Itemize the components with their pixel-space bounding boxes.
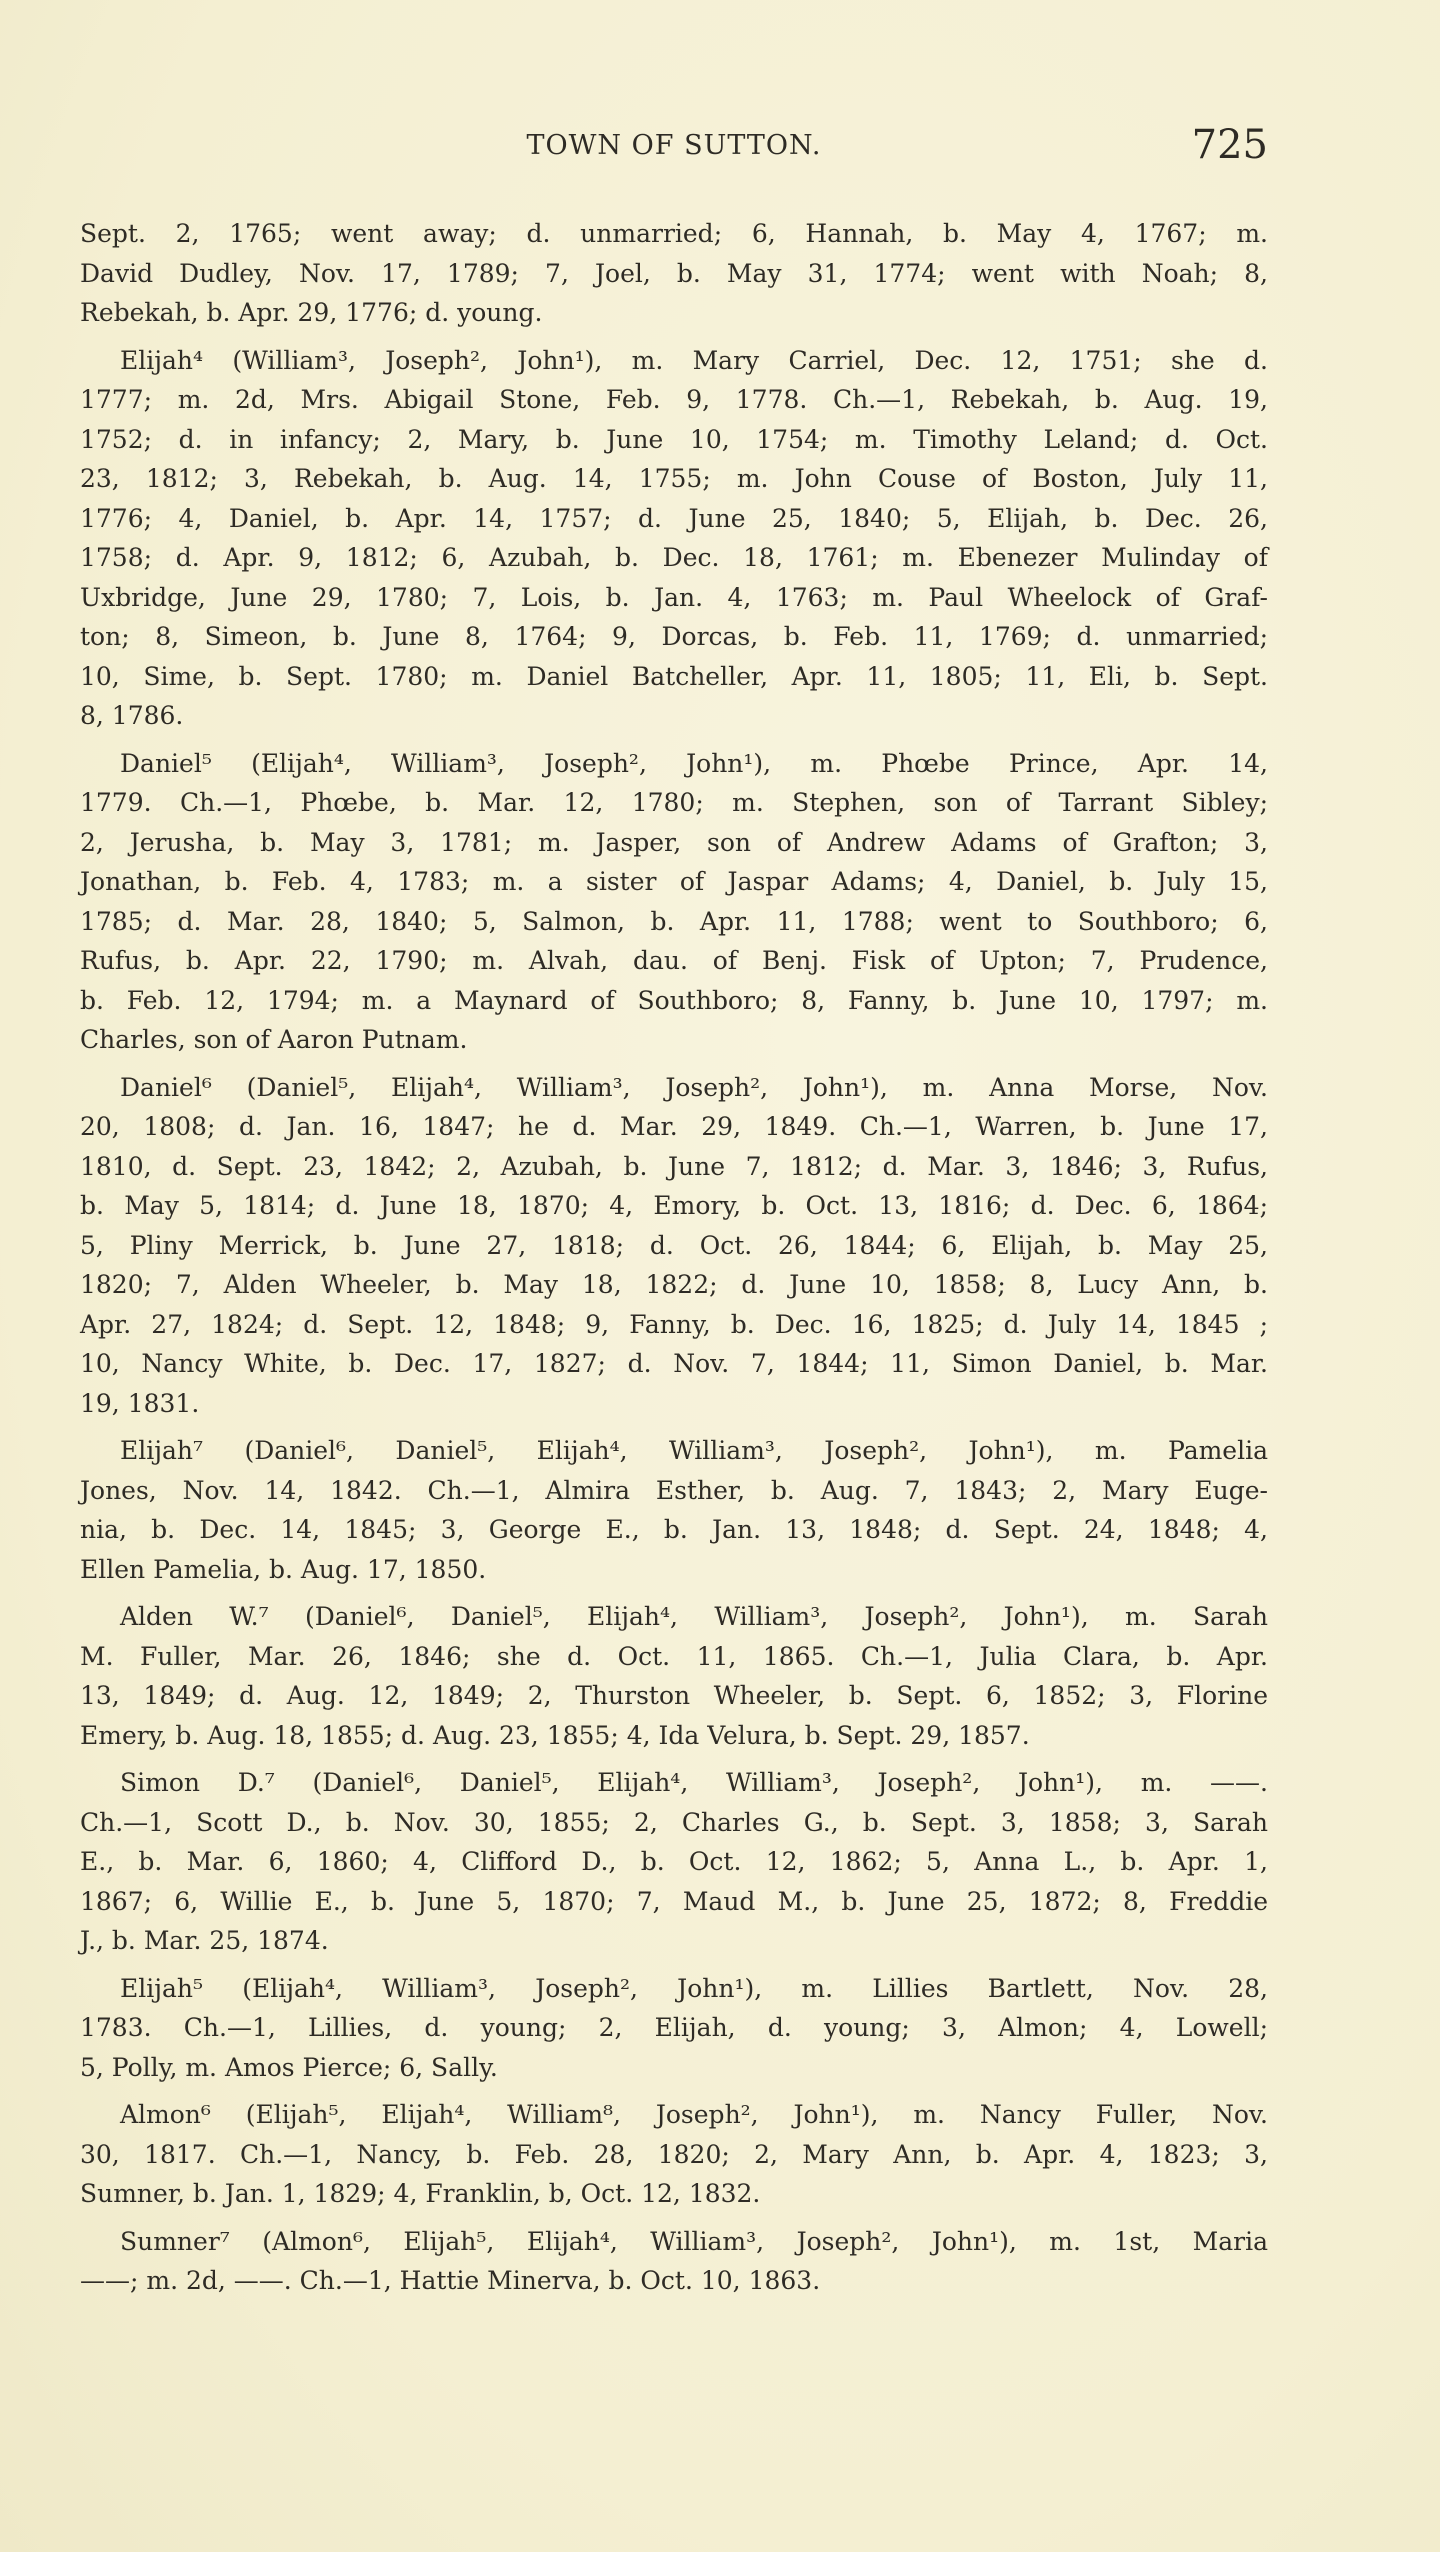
running-head [80, 122, 1268, 168]
genealogy-entry [80, 2222, 1268, 2301]
text-line: E., b. Mar. 6, 1860; 4, Clifford D., b. Oct. 12, 1862; 5, Anna L., b. Apr. 1, [80, 1847, 1268, 1876]
text-line: b. Feb. 12, 1794; m. a Maynard of Southboro; 8, Fanny, b. June 10, 1797; m. [80, 985, 1268, 1015]
page-title: TOWN OF SUTTON. [526, 130, 822, 161]
text-line: Alden W.⁷ (Daniel⁶, Daniel⁵, Elijah⁴, William³, Joseph², John¹), m. Sarah [120, 1602, 1268, 1631]
page-number: 725 [1191, 122, 1268, 168]
genealogy-entry [80, 2095, 1268, 2214]
text-line: Daniel⁵ (Elijah⁴, William³, Joseph², John¹), m. Phœbe Prince, Apr. 14, [120, 748, 1268, 778]
text-line: 1810, d. Sept. 23, 1842; 2, Azubah, b. June 7, 1812; d. Mar. 3, 1846; 3, Rufus, [80, 1151, 1268, 1181]
text-line: 1758; d. Apr. 9, 1812; 6, Azubah, b. Dec. 18, 1761; m. Ebenezer Mulinday of [80, 543, 1268, 572]
text-line: J., b. Mar. 25, 1874. [80, 1926, 329, 1955]
genealogy-entry [80, 214, 1268, 333]
text-line: 13, 1849; d. Aug. 12, 1849; 2, Thurston Wheeler, b. Sept. 6, 1852; 3, Florine [80, 1681, 1268, 1710]
text-line: 1867; 6, Willie E., b. June 5, 1870; 7, Maud M., b. June 25, 1872; 8, Freddie [80, 1886, 1268, 1916]
text-line: 1776; 4, Daniel, b. Apr. 14, 1757; d. June 25, 1840; 5, Elijah, b. Dec. 26, [80, 503, 1268, 533]
text-line: 1785; d. Mar. 28, 1840; 5, Salmon, b. Apr. 11, 1788; went to Southboro; 6, [80, 906, 1268, 936]
genealogy-entry [80, 1969, 1268, 2088]
text-line: Simon D.⁷ (Daniel⁶, Daniel⁵, Elijah⁴, William³, Joseph², John¹), m. ——. [120, 1768, 1268, 1797]
text-line: Emery, b. Aug. 18, 1855; d. Aug. 23, 1855; 4, Ida Velura, b. Sept. 29, 1857. [80, 1720, 1030, 1750]
text-line: Apr. 27, 1824; d. Sept. 12, 1848; 9, Fanny, b. Dec. 16, 1825; d. July 14, 1845 ; [80, 1309, 1268, 1339]
text-line: Sept. 2, 1765; went away; d. unmarried; 6, Hannah, b. May 4, 1767; m. [80, 219, 1268, 248]
text-line: Jones, Nov. 14, 1842. Ch.—1, Almira Esther, b. Aug. 7, 1843; 2, Mary Euge- [80, 1475, 1268, 1505]
text-line: 1783. Ch.—1, Lillies, d. young; 2, Elijah, d. young; 3, Almon; 4, Lowell; [80, 2013, 1268, 2042]
text-line: 23, 1812; 3, Rebekah, b. Aug. 14, 1755; m. John Couse of Boston, July 11, [80, 464, 1268, 493]
text-line: 30, 1817. Ch.—1, Nancy, b. Feb. 28, 1820; 2, Mary Ann, b. Apr. 4, 1823; 3, [80, 2139, 1268, 2169]
text-line: David Dudley, Nov. 17, 1789; 7, Joel, b. May 31, 1774; went with Noah; 8, [80, 258, 1268, 288]
genealogy-entry [80, 1763, 1268, 1961]
text-line: Elijah⁵ (Elijah⁴, William³, Joseph², John¹), m. Lillies Bartlett, Nov. 28, [120, 1973, 1268, 2003]
text-line: 1752; d. in infancy; 2, Mary, b. June 10, 1754; m. Timothy Leland; d. Oct. [80, 424, 1268, 454]
text-line: ——; m. 2d, ——. Ch.—1, Hattie Minerva, b. Oct. 10, 1863. [80, 2266, 821, 2295]
text-line: 19, 1831. [80, 1388, 200, 1418]
text-line: Almon⁶ (Elijah⁵, Elijah⁴, William⁸, Joseph², John¹), m. Nancy Fuller, Nov. [120, 2100, 1268, 2129]
genealogy-entry [80, 1597, 1268, 1755]
genealogy-entry [80, 341, 1268, 736]
text-line: Elijah⁴ (William³, Joseph², John¹), m. Mary Carriel, Dec. 12, 1751; she d. [120, 345, 1268, 375]
text-line: Charles, son of Aaron Putnam. [80, 1025, 468, 1054]
text-line: M. Fuller, Mar. 26, 1846; she d. Oct. 11, 1865. Ch.—1, Julia Clara, b. Apr. [80, 1641, 1268, 1671]
text-line: 5, Polly, m. Amos Pierce; 6, Sally. [80, 2052, 498, 2082]
text-line: Elijah⁷ (Daniel⁶, Daniel⁵, Elijah⁴, William³, Joseph², John¹), m. Pamelia [120, 1436, 1268, 1465]
text-line: 5, Pliny Merrick, b. June 27, 1818; d. Oct. 26, 1844; 6, Elijah, b. May 25, [80, 1230, 1268, 1260]
text-line: 1779. Ch.—1, Phœbe, b. Mar. 12, 1780; m. Stephen, son of Tarrant Sibley; [80, 788, 1268, 817]
text-line: 2, Jerusha, b. May 3, 1781; m. Jasper, son of Andrew Adams of Grafton; 3, [80, 827, 1268, 857]
text-line: Sumner⁷ (Almon⁶, Elijah⁵, Elijah⁴, William³, Joseph², John¹), m. 1st, Maria [120, 2226, 1268, 2256]
text-line: Uxbridge, June 29, 1780; 7, Lois, b. Jan. 4, 1763; m. Paul Wheelock of Graf- [80, 582, 1268, 612]
page-body [80, 214, 1268, 2309]
genealogy-entry [80, 1431, 1268, 1589]
text-line: b. May 5, 1814; d. June 18, 1870; 4, Emory, b. Oct. 13, 1816; d. Dec. 6, 1864; [80, 1191, 1268, 1220]
text-line: 1820; 7, Alden Wheeler, b. May 18, 1822; d. June 10, 1858; 8, Lucy Ann, b. [80, 1270, 1268, 1299]
text-line: nia, b. Dec. 14, 1845; 3, George E., b. Jan. 13, 1848; d. Sept. 24, 1848; 4, [80, 1515, 1268, 1544]
text-line: 10, Sime, b. Sept. 1780; m. Daniel Batcheller, Apr. 11, 1805; 11, Eli, b. Sept. [80, 661, 1268, 691]
genealogy-entry [80, 744, 1268, 1060]
text-line: Sumner, b. Jan. 1, 1829; 4, Franklin, b, Oct. 12, 1832. [80, 2179, 761, 2208]
text-line: Ellen Pamelia, b. Aug. 17, 1850. [80, 1554, 487, 1584]
text-line: Rufus, b. Apr. 22, 1790; m. Alvah, dau. of Benj. Fisk of Upton; 7, Prudence, [80, 946, 1268, 975]
text-line: Jonathan, b. Feb. 4, 1783; m. a sister of Jaspar Adams; 4, Daniel, b. July 15, [80, 867, 1268, 896]
text-line: 10, Nancy White, b. Dec. 17, 1827; d. Nov. 7, 1844; 11, Simon Daniel, b. Mar. [80, 1349, 1268, 1378]
text-line: Daniel⁶ (Daniel⁵, Elijah⁴, William³, Joseph², John¹), m. Anna Morse, Nov. [120, 1072, 1268, 1102]
text-line: 20, 1808; d. Jan. 16, 1847; he d. Mar. 29, 1849. Ch.—1, Warren, b. June 17, [80, 1112, 1268, 1141]
text-line: Rebekah, b. Apr. 29, 1776; d. young. [80, 298, 543, 327]
genealogy-entry [80, 1068, 1268, 1424]
text-line: 1777; m. 2d, Mrs. Abigail Stone, Feb. 9, 1778. Ch.—1, Rebekah, b. Aug. 19, [80, 385, 1268, 414]
text-line: 8, 1786. [80, 701, 184, 730]
text-line: Ch.—1, Scott D., b. Nov. 30, 1855; 2, Charles G., b. Sept. 3, 1858; 3, Sarah [80, 1807, 1268, 1837]
text-line: ton; 8, Simeon, b. June 8, 1764; 9, Dorcas, b. Feb. 11, 1769; d. unmarried; [80, 622, 1268, 651]
